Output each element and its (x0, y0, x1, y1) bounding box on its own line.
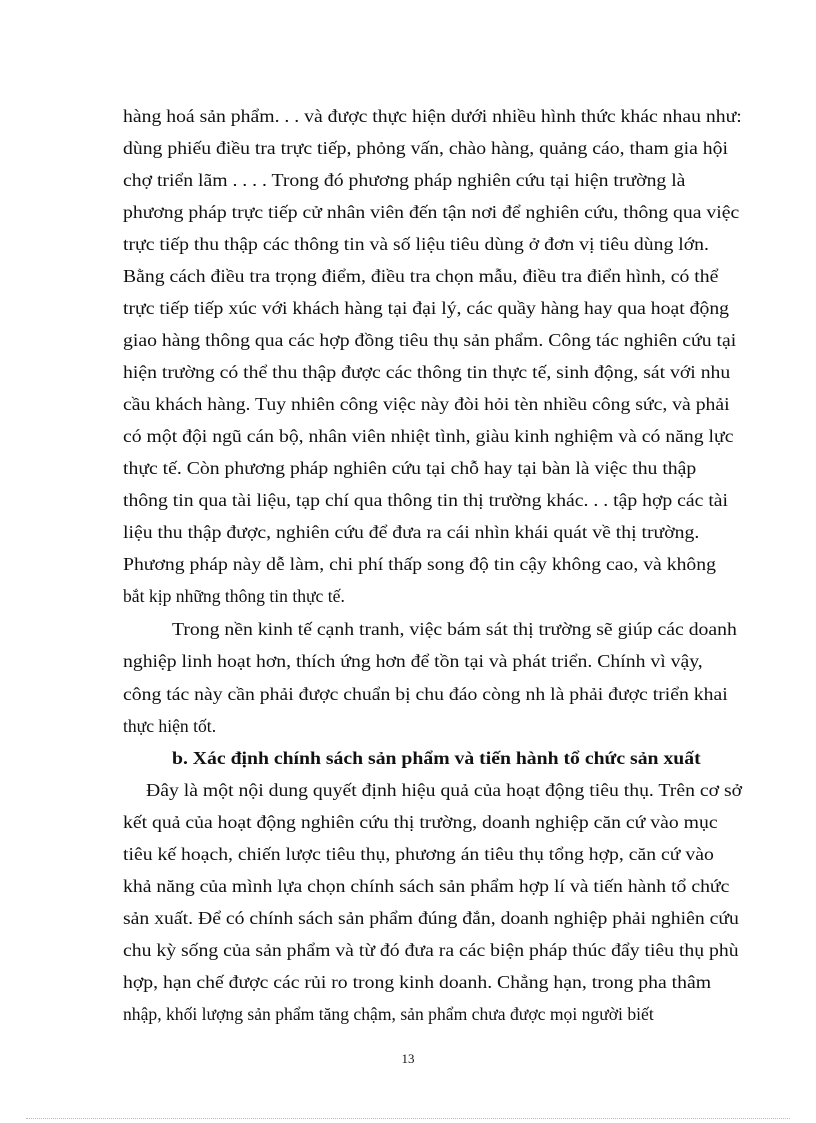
line-text: Bằng cách điều tra trọng điểm, điều tra chọn mẫu, điều tra điển hình, có thể (123, 266, 719, 286)
line-text: kết quả của hoạt động nghiên cứu thị trường, doanh nghiệp căn cứ vào mục (123, 812, 718, 832)
line-text: công tác này cần phải được chuẩn bị chu đáo còng nh là phải được triển khai (123, 684, 728, 704)
paragraph-line (0, 488, 816, 512)
paragraph-line (0, 232, 816, 256)
paragraph-line (0, 296, 816, 320)
line-text: giao hàng thông qua các hợp đồng tiêu thụ sản phẩm. Công tác nghiên cứu tại (123, 330, 737, 350)
line-text: thực hiện tốt. (123, 716, 217, 736)
paragraph-line (0, 264, 816, 288)
line-text: phương pháp trực tiếp cử nhân viên đến tận nơi để nghiên cứu, thông qua việc (123, 202, 740, 222)
paragraph-line (0, 392, 816, 416)
paragraph-line (0, 714, 816, 738)
line-text: hợp, hạn chế được các rủi ro trong kinh doanh. Chẳng hạn, trong pha thâm (123, 972, 712, 992)
line-text: sản xuất. Để có chính sách sản phẩm đúng đắn, doanh nghiệp phải nghiên cứu (123, 908, 739, 928)
line-text: trực tiếp thu thập các thông tin và số liệu tiêu dùng ở đơn vị tiêu dùng lớn. (123, 234, 709, 254)
paragraph-line (0, 649, 816, 673)
line-text: khả năng của mình lựa chọn chính sách sản phẩm hợp lí và tiến hành tổ chức (123, 876, 730, 896)
paragraph-line (0, 970, 816, 994)
line-text: hiện trường có thể thu thập được các thông tin thực tế, sinh động, sát với nhu (123, 362, 731, 382)
paragraph-line (0, 456, 816, 480)
line-text: nhập, khối lượng sản phẩm tăng chậm, sản phẩm chưa được mọi người biết (123, 1004, 654, 1024)
line-text: Đây là một nội dung quyết định hiệu quả của hoạt động tiêu thụ. Trên cơ sở (146, 780, 743, 800)
line-text: chu kỳ sống của sản phẩm và từ đó đưa ra các biện pháp thúc đẩy tiêu thụ phù (123, 940, 739, 960)
paragraph-line (0, 424, 816, 448)
line-text: tiêu kế hoạch, chiến lược tiêu thụ, phương án tiêu thụ tổng hợp, căn cứ vào (123, 844, 714, 864)
paragraph-line (0, 136, 816, 160)
line-text: dùng phiếu điều tra trực tiếp, phỏng vấn, chào hàng, quảng cáo, tham gia hội (123, 138, 728, 158)
paragraph-line (0, 938, 816, 962)
paragraph-line (0, 200, 816, 224)
paragraph-line (0, 584, 816, 608)
footer-divider (26, 1118, 790, 1119)
paragraph-line (0, 552, 816, 576)
paragraph-line (0, 906, 816, 930)
paragraph-line (0, 810, 816, 834)
paragraph-line (0, 842, 816, 866)
paragraph-line (0, 1002, 816, 1026)
line-text: chợ triển lãm . . . . Trong đó phương pháp nghiên cứu tại hiện trường là (123, 170, 686, 190)
line-text: thực tế. Còn phương pháp nghiên cứu tại chỗ hay tại bàn là việc thu thập (123, 458, 697, 478)
paragraph-line (0, 328, 816, 352)
line-text: b. Xác định chính sách sản phẩm và tiến hành tổ chức sản xuất (172, 748, 701, 768)
paragraph-line (0, 778, 816, 802)
line-text: trực tiếp tiếp xúc với khách hàng tại đại lý, các quầy hàng hay qua hoạt động (123, 298, 730, 318)
page-number: 13 (401, 1051, 415, 1066)
line-text: có một đội ngũ cán bộ, nhân viên nhiệt tình, giàu kinh nghiệm và có năng lực (123, 426, 734, 446)
line-text: Phương pháp này dễ làm, chi phí thấp song độ tin cậy không cao, và không (123, 554, 717, 574)
paragraph-line (0, 520, 816, 544)
paragraph-line (0, 682, 816, 706)
line-text: bắt kịp những thông tin thực tế. (123, 586, 345, 606)
paragraph-line (0, 360, 816, 384)
line-text: liệu thu thập được, nghiên cứu để đưa ra cái nhìn khái quát về thị trường. (123, 522, 700, 542)
line-text: thông tin qua tài liệu, tạp chí qua thông tin thị trường khác. . . tập hợp các tài (123, 490, 729, 510)
section-heading (0, 746, 816, 770)
line-text: Trong nền kinh tế cạnh tranh, việc bám sát thị trường sẽ giúp các doanh (172, 619, 737, 639)
line-text: cầu khách hàng. Tuy nhiên công việc này đòi hỏi tèn nhiều công sức, và phải (123, 394, 730, 414)
line-text: hàng hoá sản phẩm. . . và được thực hiện dưới nhiều hình thức khác nhau như: (123, 106, 742, 126)
paragraph-line (0, 617, 816, 641)
paragraph-line (0, 874, 816, 898)
paragraph-line (0, 168, 816, 192)
paragraph-line (0, 104, 816, 128)
line-text: nghiệp linh hoạt hơn, thích ứng hơn để tồn tại và phát triển. Chính vì vậy, (123, 651, 703, 671)
